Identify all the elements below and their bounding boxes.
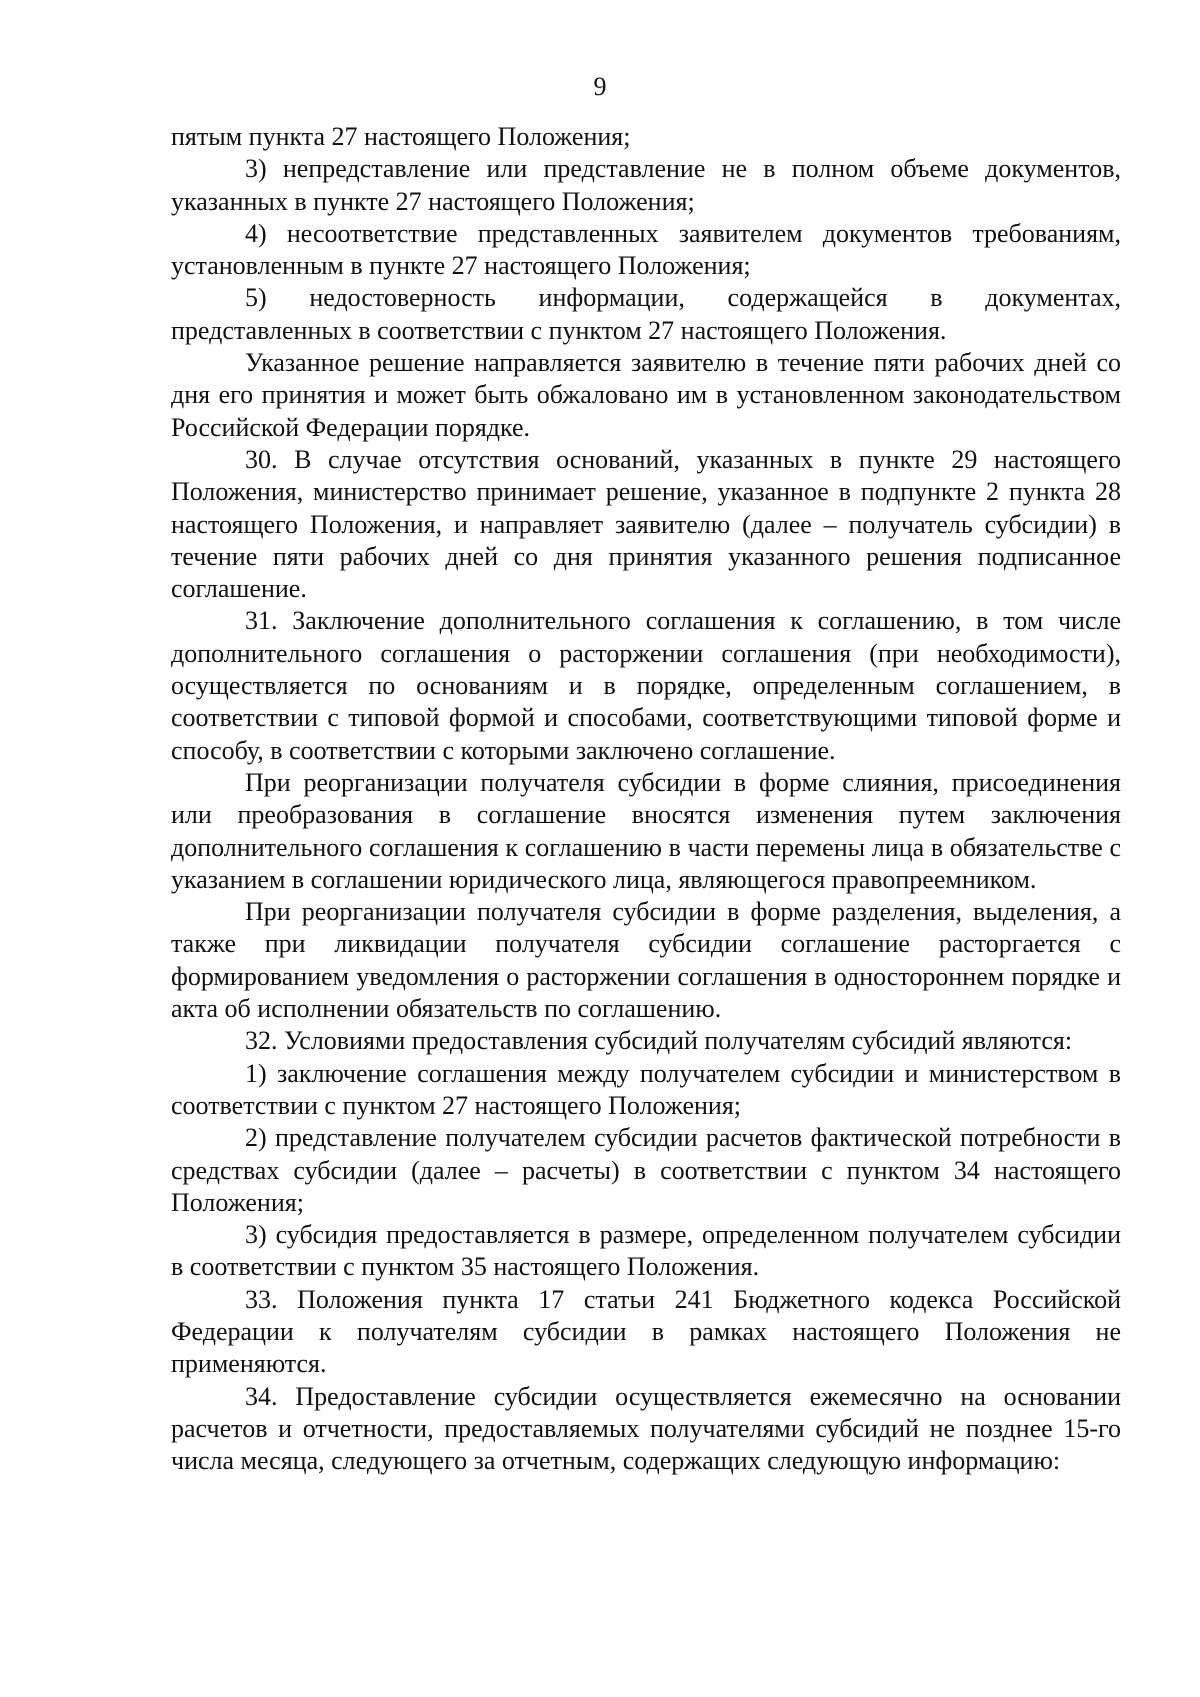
paragraph-reorganization-merger: При реорганизации получателя субсидии в форме слияния, присоединения или преобразования в соглашение вносятся изменения путем заключения дополнительного соглашения к соглашению в части перемены лица в обязательстве с указанием в соглашении юридического лица, являющегося правопреемником.	[171, 767, 1121, 894]
list-item-4: 4) несоответствие представленных заявителем документов требованиям, установленным в пункте 27 настоящего Положения;	[171, 218, 1121, 281]
paragraph-reorganization-division: При реорганизации получателя субсидии в форме разделения, выделения, а также при ликвидации получателя субсидии соглашение расторгается с формированием уведомления о расторжении соглашения в одностороннем порядке и акта об исполнении обязательств по соглашению.	[171, 897, 1121, 1024]
document-body	[171, 121, 1121, 1477]
clause-32-item-1: 1) заключение соглашения между получателем субсидии и министерством в соответствии с пунктом 27 настоящего Положения;	[171, 1058, 1121, 1120]
clause-31: 31. Заключение дополнительного соглашения к соглашению, в том числе дополнительного соглашения о расторжении соглашения (при необходимости), осуществляется по основаниям и в порядке, определенным соглашением, в соответствии с типовой формой и способами, соответствующими типовой форме и способу, в соответствии с которыми заключено соглашение.	[171, 606, 1121, 765]
list-item-3: 3) непредставление или представление не в полном объеме документов, указанных в пункте 27 настоящего Положения;	[171, 154, 1121, 216]
paragraph-decision-notice: Указанное решение направляется заявителю в течение пяти рабочих дней со дня его принятия и может быть обжаловано им в установленном законодательством Российской Федерации порядке.	[171, 348, 1121, 442]
list-item-5: 5) недостоверность информации, содержащейся в документах, представленных в соответствии с пунктом 27 настоящего Положения.	[171, 283, 1121, 345]
paragraph-continuation: пятым пункта 27 настоящего Положения;	[171, 122, 631, 151]
clause-32-item-3: 3) субсидия предоставляется в размере, определенном получателем субсидии в соответствии с пунктом 35 настоящего Положения.	[171, 1220, 1121, 1282]
clause-34: 34. Предоставление субсидии осуществляется ежемесячно на основании расчетов и отчетности, предоставляемых получателями субсидий не позднее 15-го числа месяца, следующего за отчетным, содержащих следующую информацию:	[171, 1381, 1121, 1476]
clause-32-item-2: 2) представление получателем субсидии расчетов фактической потребности в средствах субсидии (далее – расчеты) в соответствии с пунктом 34 настоящего Положения;	[171, 1123, 1121, 1217]
page-number: 9	[593, 72, 607, 101]
clause-33: 33. Положения пункта 17 статьи 241 Бюджетного кодекса Российской Федерации к получателям субсидии в рамках настоящего Положения не применяются.	[171, 1284, 1121, 1379]
clause-32: 32. Условиями предоставления субсидий получателям субсидий являются:	[245, 1026, 1073, 1056]
clause-30: 30. В случае отсутствия оснований, указанных в пункте 29 настоящего Положения, министерство принимает решение, указанное в подпункте 2 пункта 28 настоящего Положения, и направляет заявителю (далее – получатель субсидии) в течение пяти рабочих дней со дня принятия указанного решения подписанное соглашение.	[171, 444, 1121, 604]
